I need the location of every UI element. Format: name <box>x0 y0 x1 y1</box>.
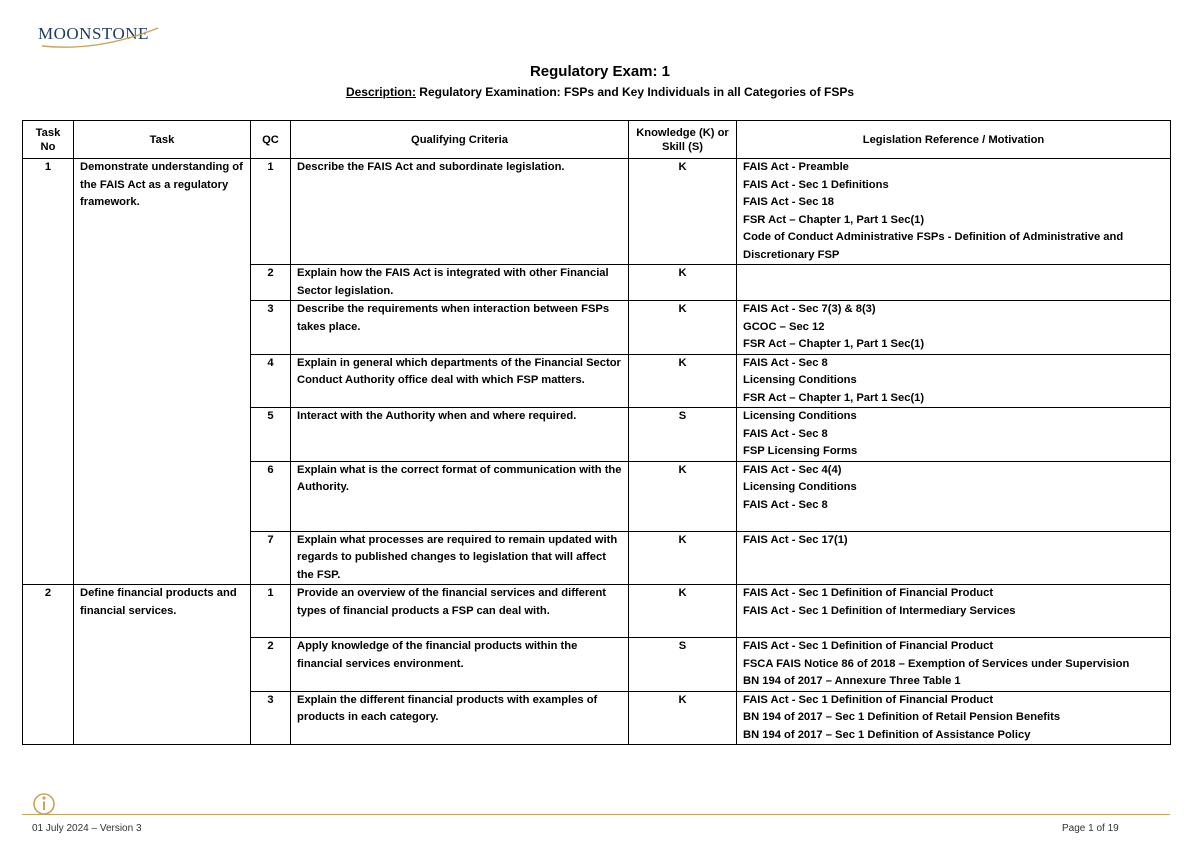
legislation-reference <box>737 585 1171 638</box>
footer-divider <box>22 814 1170 815</box>
legislation-line: Licensing Conditions <box>743 374 857 386</box>
knowledge-skill: K <box>629 301 737 355</box>
knowledge-skill: K <box>629 585 737 638</box>
qualifying-criteria: Describe the FAIS Act and subordinate legislation. <box>291 159 629 265</box>
qualifying-criteria: Explain in general which departments of the Financial Sector Conduct Authority office deal with which FSP matters. <box>291 354 629 408</box>
qc-number: 5 <box>251 408 291 462</box>
qc-number: 3 <box>251 301 291 355</box>
legislation-line: FSR Act – Chapter 1, Part 1 Sec(1) <box>743 338 925 350</box>
legislation-line: BN 194 of 2017 – Sec 1 Definition of Retail Pension Benefits <box>743 711 1061 723</box>
legislation-reference <box>737 159 1171 265</box>
knowledge-skill: K <box>629 691 737 745</box>
legislation-reference <box>737 531 1171 585</box>
legislation-line: FAIS Act - Sec 4(4) <box>743 463 842 476</box>
logo-swoosh-icon <box>38 22 168 52</box>
qualifying-criteria: Explain what processes are required to remain updated with regards to published changes to legislation that will affect the FSP. <box>291 531 629 585</box>
legislation-reference <box>737 354 1171 408</box>
footer-page-number: Page 1 of 19 <box>1062 823 1119 834</box>
logo-text: MOONSTONE <box>38 24 149 43</box>
description-label: Description: <box>345 85 416 99</box>
legislation-line: FSP Licensing Forms <box>743 445 858 457</box>
knowledge-skill: S <box>629 408 737 462</box>
qualifying-criteria: Describe the requirements when interaction between FSPs takes place. <box>291 301 629 355</box>
task-name: Define financial products and financial services. <box>74 585 251 745</box>
legislation-line: Code of Conduct Administrative FSPs - Definition of Administrative and <box>743 231 1124 243</box>
qc-number: 2 <box>251 265 291 301</box>
knowledge-skill: K <box>629 159 737 265</box>
legislation-line: Licensing Conditions <box>743 410 857 422</box>
description-text: Regulatory Examination: FSPs and Key Individuals in all Categories of FSPs <box>419 85 855 99</box>
legislation-line: FAIS Act - Sec 8 <box>743 427 828 440</box>
legislation-line: Licensing Conditions <box>743 481 857 493</box>
legislation-line: BN 194 of 2017 – Sec 1 Definition of Assistance Policy <box>743 728 1031 741</box>
legislation-reference <box>737 265 1171 301</box>
legislation-line: FAIS Act - Sec 8 <box>743 498 828 511</box>
moonstone-logo <box>38 22 168 52</box>
task-name: Demonstrate understanding of the FAIS Act as a regulatory framework. <box>74 159 251 585</box>
legislation-line: FAIS Act - Sec 18 <box>743 196 834 208</box>
col-criteria: Qualifying Criteria <box>291 121 629 159</box>
knowledge-skill: S <box>629 638 737 692</box>
legislation-line: FAIS Act - Sec 7(3) & 8(3) <box>743 303 876 315</box>
legislation-line: FAIS Act - Sec 1 Definitions <box>743 178 889 191</box>
knowledge-skill: K <box>629 265 737 301</box>
legislation-line: FAIS Act - Sec 1 Definition of Financial Product <box>743 640 994 652</box>
legislation-line: FSR Act – Chapter 1, Part 1 Sec(1) <box>743 391 925 404</box>
qualifying-criteria: Explain what is the correct format of communication with the Authority. <box>291 461 629 531</box>
legislation-line: FSR Act – Chapter 1, Part 1 Sec(1) <box>743 213 925 226</box>
task-no: 1 <box>23 159 74 585</box>
legislation-line: FAIS Act - Sec 1 Definition of Financial Product <box>743 587 994 599</box>
legislation-line: FSCA FAIS Notice 86 of 2018 – Exemption of Services under Supervision <box>743 657 1130 670</box>
qc-number: 7 <box>251 531 291 585</box>
qc-number: 6 <box>251 461 291 531</box>
knowledge-skill: K <box>629 531 737 585</box>
qc-number: 1 <box>251 585 291 638</box>
qc-number: 4 <box>251 354 291 408</box>
col-legislation: Legislation Reference / Motivation <box>737 121 1171 159</box>
qualifying-criteria: Apply knowledge of the financial products within the financial services environment. <box>291 638 629 692</box>
col-task: Task <box>74 121 251 159</box>
table-row <box>23 585 1171 638</box>
qualifying-criteria: Interact with the Authority when and where required. <box>291 408 629 462</box>
col-task-no: Task No <box>23 121 74 159</box>
col-knowledge-skill: Knowledge (K) or Skill (S) <box>629 121 737 159</box>
legislation-reference <box>737 461 1171 531</box>
legislation-line: FAIS Act - Sec 17(1) <box>743 533 848 546</box>
criteria-table <box>22 120 1171 745</box>
moonstone-i-icon <box>31 790 57 816</box>
legislation-line: FAIS Act - Sec 8 <box>743 356 828 369</box>
qc-number: 3 <box>251 691 291 745</box>
legislation-line: BN 194 of 2017 – Annexure Three Table 1 <box>743 675 961 687</box>
qc-number: 1 <box>251 159 291 265</box>
table-header-row <box>23 121 1171 159</box>
qc-number: 2 <box>251 638 291 692</box>
page-title: Regulatory Exam: 1 <box>529 63 671 80</box>
legislation-line: Discretionary FSP <box>743 248 840 261</box>
qualifying-criteria: Explain how the FAIS Act is integrated with other Financial Sector legislation. <box>291 265 629 301</box>
legislation-reference <box>737 638 1171 692</box>
task-no: 2 <box>23 585 74 745</box>
legislation-line: GCOC – Sec 12 <box>743 320 825 333</box>
legislation-reference <box>737 301 1171 355</box>
col-qc: QC <box>251 121 291 159</box>
table-row <box>23 159 1171 265</box>
footer-version: 01 July 2024 – Version 3 <box>32 823 142 834</box>
legislation-reference <box>737 691 1171 745</box>
knowledge-skill: K <box>629 354 737 408</box>
legislation-line: FAIS Act - Sec 1 Definition of Financial Product <box>743 693 994 706</box>
legislation-line: FAIS Act - Sec 1 Definition of Intermediary Services <box>743 604 1016 617</box>
knowledge-skill: K <box>629 461 737 531</box>
qualifying-criteria: Explain the different financial products with examples of products in each category. <box>291 691 629 745</box>
legislation-line: FAIS Act - Preamble <box>743 161 849 173</box>
legislation-reference <box>737 408 1171 462</box>
page-description <box>0 85 1200 99</box>
qualifying-criteria: Provide an overview of the financial services and different types of financial products a FSP can deal with. <box>291 585 629 638</box>
